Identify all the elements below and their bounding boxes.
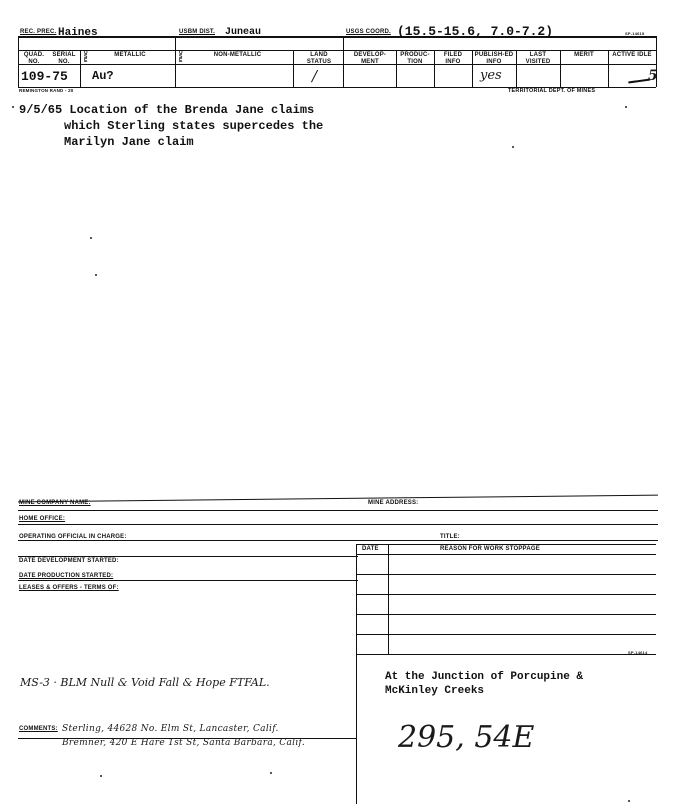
col-land-status: LAND STATUS <box>306 52 332 65</box>
rec-prec-label: REC. PREC. <box>20 29 57 35</box>
location-line-1: At the Junction of Porcupine & <box>385 671 584 683</box>
speck <box>12 106 14 108</box>
col-use: U S E <box>84 50 88 64</box>
col-merit: MERIT <box>574 52 594 58</box>
col-active-idle: ACTIVE IDLE <box>612 52 652 58</box>
col-use-2: U S E <box>179 50 183 64</box>
note-line-3: Marilyn Jane claim <box>64 135 194 149</box>
form-code: SP-14615 <box>625 31 645 36</box>
usbm-dist-value: Juneau <box>225 27 262 38</box>
mine-company-name-label: MINE COMPANY NAME: <box>19 500 91 506</box>
usgs-coord-value: (15.5-15.6, 7.0-7.2) <box>397 24 554 39</box>
footer-right-label: TERRITORIAL DEPT. OF MINES <box>508 88 596 94</box>
rec-prec-value: Haines <box>58 27 98 39</box>
footer-left-label: REMINGTON RAND - 20 <box>19 88 74 93</box>
col-filed-info: FILED INFO <box>443 52 463 65</box>
date-column-header: DATE <box>362 546 379 552</box>
speck <box>628 800 630 802</box>
note-line-2: which Sterling states supercedes the <box>64 119 324 133</box>
metallic-value: Au? <box>92 69 114 83</box>
operating-official-label: OPERATING OFFICIAL IN CHARGE: <box>19 534 127 540</box>
handwritten-status: MS-3 · BLM Null & Void Fall & Hope FTFAL. <box>20 676 270 689</box>
col-last-visited: LAST VISITED <box>525 52 551 65</box>
col-metallic: METALLIC <box>114 52 146 58</box>
reason-column-header: REASON FOR WORK STOPPAGE <box>440 546 540 552</box>
active-idle-mark <box>628 74 651 83</box>
speck <box>270 772 272 774</box>
township-range-handwritten: 295, 54E <box>398 720 535 755</box>
col-quad-no: QUAD. NO. <box>23 52 45 65</box>
active-idle-value: 5 <box>648 68 658 84</box>
col-production: PRODUC-TION <box>400 52 430 65</box>
bottom-form-code: SP-14614 <box>628 650 648 655</box>
col-non-metallic: NON-METALLIC <box>213 52 262 58</box>
comments-line-1: Sterling, 44628 No. Elm St, Lancaster, Calif. <box>62 724 279 734</box>
col-development: DEVELOP-MENT <box>353 52 387 65</box>
home-office-label: HOME OFFICE: <box>19 516 66 522</box>
quad-serial-value: 109-75 <box>21 69 68 84</box>
usbm-dist-label: USBM DIST. <box>179 29 216 35</box>
speck <box>100 775 102 777</box>
speck <box>625 106 627 108</box>
location-line-2: McKinley Creeks <box>385 685 485 697</box>
speck <box>90 237 92 239</box>
comments-label: COMMENTS: <box>19 726 58 732</box>
col-published-info: PUBLISH-ED INFO <box>474 52 514 65</box>
col-serial-no: SERIAL NO. <box>52 52 76 65</box>
comments-line-2: Bremner, 420 E Hare 1st St, Santa Barbara, Calif. <box>62 738 305 748</box>
leases-label: LEASES & OFFERS - TERMS OF: <box>19 585 119 591</box>
date-development-label: DATE DEVELOPMENT STARTED: <box>19 558 119 564</box>
speck <box>512 146 514 148</box>
speck <box>95 274 97 276</box>
mine-address-label: MINE ADDRESS: <box>368 500 419 506</box>
published-info-value: yes <box>480 68 502 83</box>
title-label: TITLE: <box>440 534 460 540</box>
usgs-coord-label: USGS COORD. <box>346 29 391 35</box>
date-production-label: DATE PRODUCTION STARTED: <box>19 573 114 579</box>
note-line-1: 9/5/65 Location of the Brenda Jane claims <box>19 103 315 117</box>
land-status-value: / <box>312 67 318 85</box>
